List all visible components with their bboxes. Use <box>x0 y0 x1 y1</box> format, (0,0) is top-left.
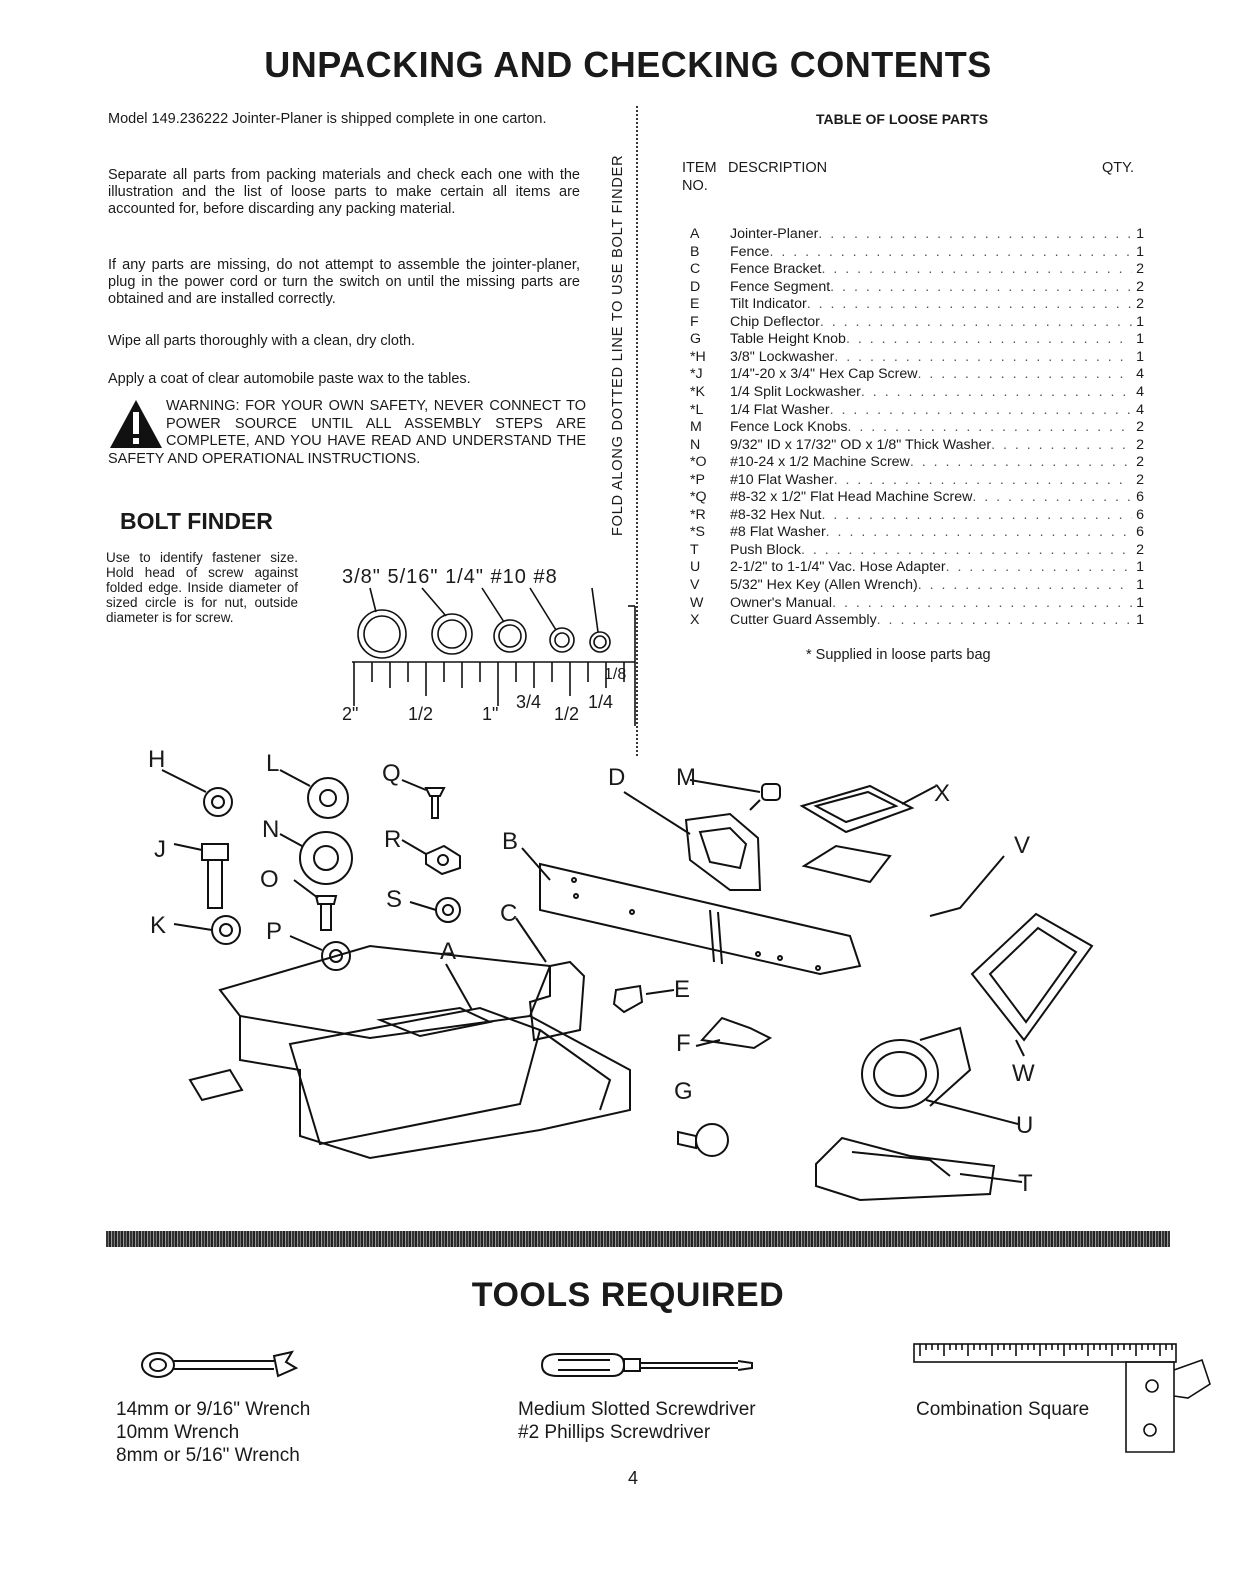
table-row <box>682 542 1144 560</box>
row-qty: 6 <box>1136 524 1144 541</box>
col-item: ITEM <box>682 160 717 176</box>
page-number: 4 <box>628 1468 639 1488</box>
label-m: M <box>676 764 696 791</box>
label-v: V <box>1014 832 1031 859</box>
screwdriver-phillips: #2 Phillips Screwdriver <box>518 1422 711 1443</box>
row-item: D <box>690 278 701 295</box>
table-row <box>682 261 1144 279</box>
label-w: W <box>1012 1060 1035 1087</box>
wrench-8mm: 8mm or 5/16" Wrench <box>116 1445 300 1466</box>
row-leader <box>821 261 1132 279</box>
row-qty: 1 <box>1136 348 1144 365</box>
label-j: J <box>154 836 166 863</box>
row-description: Table Height Knob <box>730 331 846 348</box>
row-leader <box>848 419 1132 437</box>
col-description: DESCRIPTION <box>728 160 828 176</box>
intro-wipe: Wipe all parts thoroughly with a clean, dry cloth. <box>108 333 416 349</box>
table-row <box>682 279 1144 297</box>
row-leader <box>910 454 1132 472</box>
row-description: 9/32" ID x 17/32" OD x 1/8" Thick Washer <box>730 436 992 453</box>
screwdriver-icon <box>538 1350 758 1385</box>
row-leader <box>807 296 1132 314</box>
row-leader <box>861 384 1132 402</box>
label-a: A <box>440 938 457 965</box>
screwdriver-list <box>518 1398 756 1444</box>
row-qty: 1 <box>1136 243 1144 260</box>
table-row <box>682 402 1144 420</box>
label-t: T <box>1018 1170 1033 1197</box>
table-row <box>682 612 1144 630</box>
row-qty: 2 <box>1136 541 1144 558</box>
row-description: 2-1/2" to 1-1/4" Vac. Hose Adapter <box>730 559 946 576</box>
row-item: *R <box>690 506 706 523</box>
intro-missing: If any parts are missing, do not attempt to assemble the jointer-planer, plug in the power cord or turn the switch on until the missing parts are obtained and are installed correctly. <box>108 257 580 307</box>
table-row <box>682 454 1144 472</box>
row-leader <box>830 279 1132 297</box>
intro-separate: Separate all parts from packing materials and check each one with the illustration and the list of loose parts to make certain all items are accounted for, before discarding any packing material. <box>108 167 580 217</box>
label-f: F <box>676 1030 691 1057</box>
warning-text: WARNING: FOR YOUR OWN SAFETY, NEVER CONNECT TO POWER SOURCE UNTIL ALL ASSEMBLY STEPS ARE COMPLETE, AND YOU HAVE READ AND UNDERSTAND THE SAFETY AND OPERATIONAL INSTRUCTIONS. <box>108 398 586 467</box>
row-item: W <box>690 594 704 611</box>
row-item: M <box>690 419 702 436</box>
table-row <box>682 507 1144 525</box>
row-description: #10-24 x 1/2 Machine Screw <box>730 454 910 471</box>
row-item: N <box>690 436 701 453</box>
row-leader <box>918 577 1132 595</box>
row-item: *O <box>690 454 707 471</box>
bolt-size-10: #10 <box>490 566 527 588</box>
row-item: E <box>690 296 700 313</box>
table-row <box>682 524 1144 542</box>
row-item: F <box>690 313 699 330</box>
row-qty: 4 <box>1136 366 1144 383</box>
warning-block <box>108 398 586 468</box>
section-divider <box>106 1231 1170 1247</box>
wrench-icon <box>138 1348 298 1387</box>
table-row <box>682 595 1144 613</box>
intro-model: Model 149.236222 Jointer-Planer is shipped complete in one carton. <box>108 111 547 127</box>
table-row <box>682 384 1144 402</box>
row-item: *Q <box>690 489 707 506</box>
ruler-1: 1" <box>482 704 499 724</box>
label-p: P <box>266 918 283 945</box>
label-l: L <box>266 750 280 777</box>
row-leader <box>769 244 1132 262</box>
label-n: N <box>262 816 280 843</box>
bolt-finder-text: Use to identify fastener size. Hold head of screw against folded edge. Inside diameter of sized circle is for nut, outside diameter is for screw. <box>106 550 298 625</box>
row-description: #8 Flat Washer <box>730 524 826 541</box>
row-description: 3/8" Lockwasher <box>730 348 835 365</box>
row-item: V <box>690 577 700 593</box>
row-item: G <box>690 331 702 348</box>
bolt-size-14: 1/4" <box>445 566 484 588</box>
ruler-half: 1/2 <box>408 704 434 724</box>
label-x: X <box>934 780 951 807</box>
row-qty: 1 <box>1136 559 1144 576</box>
row-leader <box>801 542 1132 560</box>
combination-square-label: Combination Square <box>916 1399 1090 1420</box>
row-qty: 1 <box>1136 577 1144 593</box>
screwdriver-slotted: Medium Slotted Screwdriver <box>518 1399 756 1420</box>
row-description: #8-32 Hex Nut <box>730 506 822 523</box>
row-leader <box>972 489 1132 507</box>
row-qty: 1 <box>1136 331 1144 348</box>
row-item: *H <box>690 348 706 365</box>
table-row <box>682 331 1144 349</box>
row-item: *K <box>690 383 705 400</box>
row-qty: 1 <box>1136 612 1144 629</box>
row-item: U <box>690 559 701 576</box>
ruler-34: 3/4 <box>516 692 542 712</box>
row-description: Jointer-Planer <box>730 226 819 242</box>
row-qty: 1 <box>1136 226 1144 242</box>
row-qty: 2 <box>1136 278 1144 295</box>
ruler-2: 2" <box>342 704 359 724</box>
row-qty: 6 <box>1136 489 1144 506</box>
tools-title: TOOLS REQUIRED <box>471 1276 785 1314</box>
row-leader <box>820 314 1132 332</box>
table-row <box>682 244 1144 262</box>
row-leader <box>991 437 1132 455</box>
label-c: C <box>500 900 518 927</box>
fold-dotted-line <box>636 106 638 756</box>
table-row <box>682 226 1144 244</box>
row-leader <box>834 472 1132 490</box>
row-description: Tilt Indicator <box>730 296 807 313</box>
table-row <box>682 314 1144 332</box>
row-leader <box>834 349 1132 367</box>
row-description: 1/4"-20 x 3/4" Hex Cap Screw <box>730 366 918 383</box>
page-title: UNPACKING AND CHECKING CONTENTS <box>264 44 992 85</box>
row-qty: 4 <box>1136 383 1144 400</box>
table-row <box>682 489 1144 507</box>
row-item: *L <box>690 401 704 418</box>
table-row <box>682 577 1144 595</box>
parts-illustration <box>130 740 1230 1220</box>
intro-wax: Apply a coat of clear automobile paste wax to the tables. <box>108 371 471 387</box>
row-qty: 1 <box>1136 594 1144 611</box>
row-item: A <box>690 226 700 242</box>
row-description: Owner's Manual <box>730 594 833 611</box>
ruler-18: 1/8 <box>604 666 627 683</box>
row-qty: 2 <box>1136 419 1144 436</box>
table-row <box>682 559 1144 577</box>
row-description: Chip Deflector <box>730 313 820 330</box>
table-row <box>682 437 1144 455</box>
table-row <box>682 472 1144 490</box>
bolt-size-8: #8 <box>533 566 558 588</box>
wrench-list <box>116 1398 310 1467</box>
label-u: U <box>1016 1112 1034 1139</box>
row-leader <box>818 226 1132 244</box>
bolt-size-516: 5/16" <box>387 566 439 588</box>
row-qty: 2 <box>1136 454 1144 471</box>
row-description: #8-32 x 1/2" Flat Head Machine Screw <box>730 489 973 506</box>
row-leader <box>821 507 1132 525</box>
row-qty: 2 <box>1136 261 1144 278</box>
row-leader <box>832 595 1132 613</box>
row-description: 1/4 Flat Washer <box>730 401 830 418</box>
label-b: B <box>502 828 519 855</box>
label-d: D <box>608 764 626 791</box>
wrench-10mm: 10mm Wrench <box>116 1422 240 1443</box>
row-item: *J <box>690 366 703 383</box>
row-item: X <box>690 612 700 629</box>
row-qty: 2 <box>1136 471 1144 488</box>
label-k: K <box>150 912 167 939</box>
row-description: Cutter Guard Assembly <box>730 612 877 629</box>
table-row <box>682 296 1144 314</box>
row-leader <box>918 366 1133 384</box>
row-item: B <box>690 243 700 260</box>
ruler-14: 1/4 <box>588 692 614 712</box>
row-leader <box>826 524 1132 542</box>
col-item-no: NO. <box>682 178 708 194</box>
fold-line <box>590 106 630 546</box>
label-s: S <box>386 886 403 913</box>
row-qty: 6 <box>1136 506 1144 523</box>
label-e: E <box>674 976 691 1003</box>
row-description: Push Block <box>730 541 801 558</box>
row-description: 5/32" Hex Key (Allen Wrench) <box>730 577 918 593</box>
col-qty: QTY. <box>1102 160 1134 176</box>
row-item: *S <box>690 524 705 541</box>
row-description: Fence Lock Knobs <box>730 419 848 436</box>
row-qty: 2 <box>1136 296 1144 313</box>
row-description: Fence Bracket <box>730 261 822 278</box>
row-qty: 1 <box>1136 313 1144 330</box>
row-description: 1/4 Split Lockwasher <box>730 383 861 400</box>
table-row <box>682 419 1144 437</box>
row-qty: 4 <box>1136 401 1144 418</box>
table-row <box>682 366 1144 384</box>
warning-triangle-icon <box>108 398 164 450</box>
row-description: #10 Flat Washer <box>730 471 834 488</box>
row-description: Fence <box>730 243 770 260</box>
bolt-finder-title: BOLT FINDER <box>120 508 273 534</box>
row-leader <box>946 559 1132 577</box>
row-item: *P <box>690 471 705 488</box>
wrench-14mm: 14mm or 9/16" Wrench <box>116 1399 311 1420</box>
bolt-finder-gauge <box>342 566 642 746</box>
table-title: TABLE OF LOOSE PARTS <box>816 111 989 127</box>
row-leader <box>877 612 1132 630</box>
table-row <box>682 349 1144 367</box>
ruler-half-2: 1/2 <box>554 704 580 724</box>
label-o: O <box>260 866 279 893</box>
label-q: Q <box>382 760 401 787</box>
row-leader <box>846 331 1132 349</box>
row-description: Fence Segment <box>730 278 831 295</box>
fold-line-text: FOLD ALONG DOTTED LINE TO USE BOLT FINDER <box>610 154 626 536</box>
row-qty: 2 <box>1136 436 1144 453</box>
label-h: H <box>148 746 166 773</box>
row-item: C <box>690 261 701 278</box>
bolt-size-38: 3/8" <box>342 566 381 588</box>
label-r: R <box>384 826 402 853</box>
row-leader <box>830 402 1132 420</box>
label-g: G <box>674 1078 693 1105</box>
table-note: * Supplied in loose parts bag <box>806 647 991 663</box>
row-item: T <box>690 541 699 558</box>
